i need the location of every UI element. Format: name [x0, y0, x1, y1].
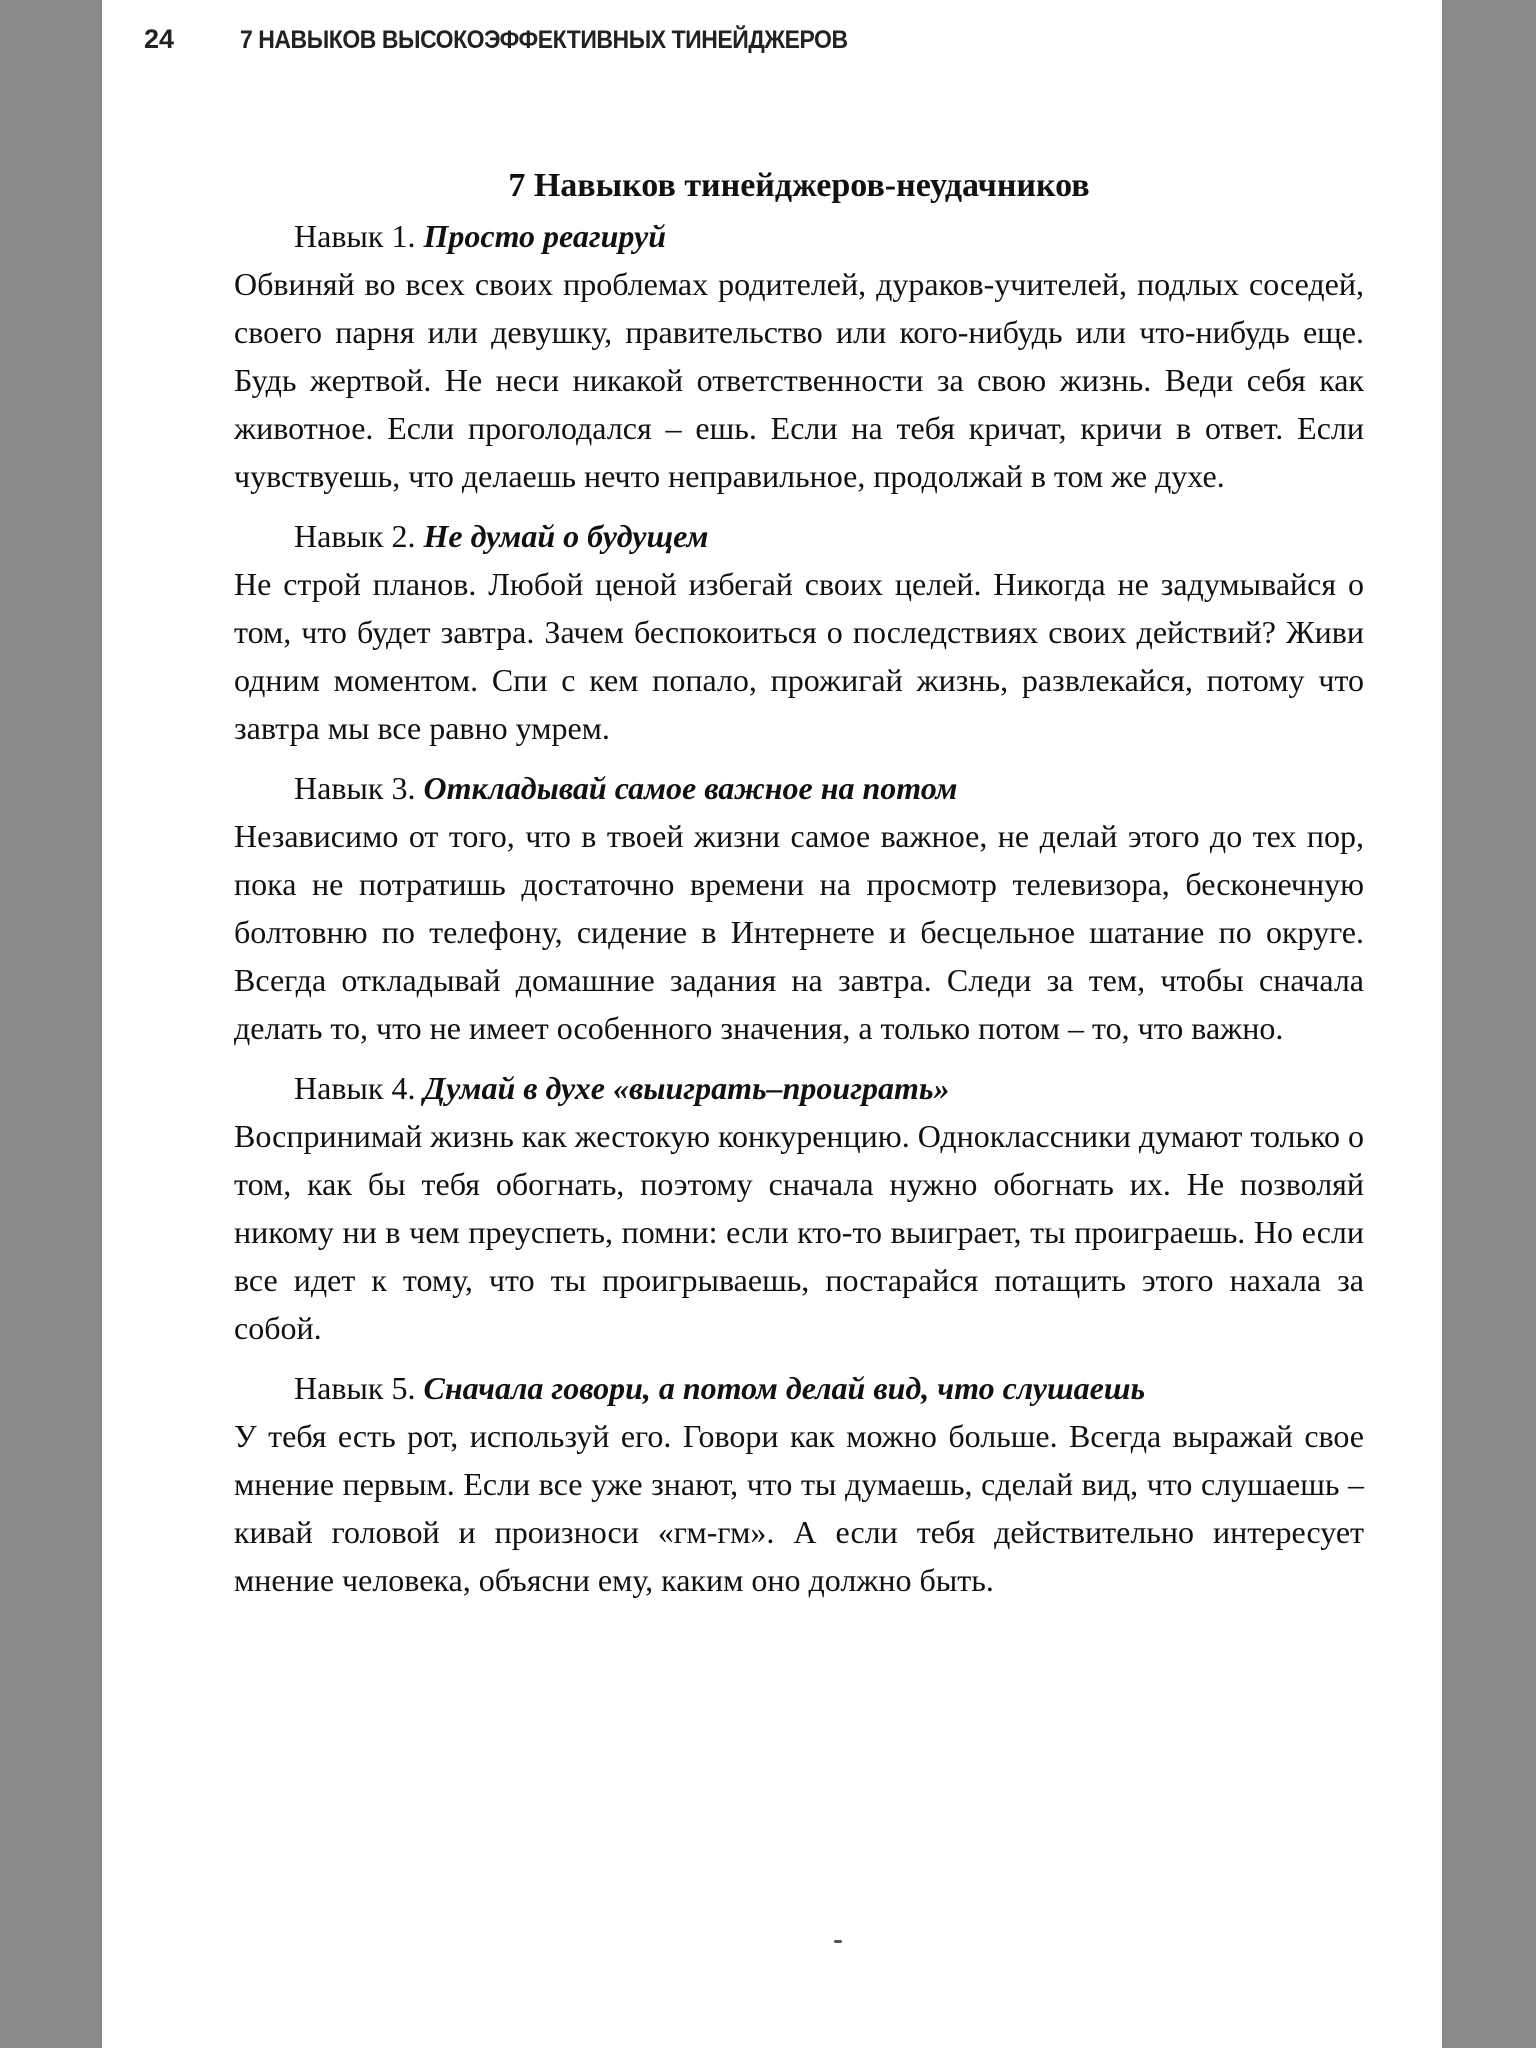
habit-4: [234, 1064, 1364, 1352]
habit-heading: [234, 512, 1364, 560]
habit-name: Откладывай самое важное на потом: [423, 770, 958, 806]
print-speck: [834, 1940, 842, 1943]
habit-text: У тебя есть рот, используй его. Говори как можно больше. Всегда выражай свое мнение первым. Если все уже знают, что ты думаешь, сделай вид, что слушаешь – кивай головой и произноси «гм-гм». А если тебя действительно интересует мнение человека, объясни ему, каким оно должно быть.: [234, 1418, 1364, 1598]
running-head: [144, 24, 1394, 64]
book-page: [102, 0, 1442, 2048]
habit-1: [234, 212, 1364, 500]
page-content: [234, 160, 1364, 1616]
habit-label: Навык 1.: [294, 218, 416, 254]
habit-5: [234, 1364, 1364, 1604]
page-number: 24: [144, 24, 175, 54]
habit-heading: [234, 1064, 1364, 1112]
habit-heading: [234, 1364, 1364, 1412]
section-title: 7 Навыков тинейджеров-неудачников: [508, 167, 1090, 204]
habit-label: Навык 3.: [294, 770, 416, 806]
habit-label: Навык 5.: [294, 1370, 416, 1406]
habit-text: Воспринимай жизнь как жестокую конкуренцию. Одноклассники думают только о том, как бы тебя обогнать, поэтому сначала нужно обогнать их. Не позволяй никому ни в чем преуспеть, помни: если кто-то выиграет, ты проиграешь. Но если все идет к тому, что ты проигрываешь, постарайся потащить этого нахала за собой.: [234, 1118, 1365, 1346]
habit-label: Навык 2.: [294, 518, 416, 554]
habit-name: Думай в духе «выиграть–проиграть»: [423, 1070, 950, 1106]
habit-2: [234, 512, 1364, 752]
habit-text: Независимо от того, что в твоей жизни самое важное, не делай этого до тех пор, пока не потратишь достаточно времени на просмотр телевизора, бесконечную болтовню по телефону, сидение в Интернете и бесцельное шатание по округе. Всегда откладывай домашние задания на завтра. Следи за тем, чтобы сначала делать то, что не имеет особенного значения, а только потом – то, что важно.: [234, 818, 1364, 1046]
habit-name: Сначала говори, а потом делай вид, что слушаешь: [423, 1370, 1146, 1406]
habit-name: Не думай о будущем: [423, 518, 709, 554]
habit-3: [234, 764, 1364, 1052]
habit-heading: [234, 764, 1364, 812]
habit-heading: [234, 212, 1364, 260]
habit-label: Навык 4.: [294, 1070, 416, 1106]
habit-text: Обвиняй во всех своих проблемах родителей, дураков-учителей, подлых соседей, своего парня или девушку, правительство или кого-нибудь или что-нибудь еще. Будь жертвой. Не неси никакой ответственности за свою жизнь. Веди себя как животное. Если проголодался – ешь. Если на тебя кричат, кричи в ответ. Если чувствуешь, что делаешь нечто неправильное, продолжай в том же духе.: [234, 266, 1364, 494]
habit-name: Просто реагируй: [423, 218, 666, 254]
habit-text: Не строй планов. Любой ценой избегай своих целей. Никогда не задумывайся о том, что будет завтра. Зачем беспокоиться о последствиях своих действий? Живи одним моментом. Спи с кем попало, прожигай жизнь, развлекайся, потому что завтра мы все равно умрем.: [234, 566, 1364, 746]
book-title: 7 НАВЫКОВ ВЫСОКОЭФФЕКТИВНЫХ ТИНЕЙДЖЕРОВ: [240, 26, 848, 54]
